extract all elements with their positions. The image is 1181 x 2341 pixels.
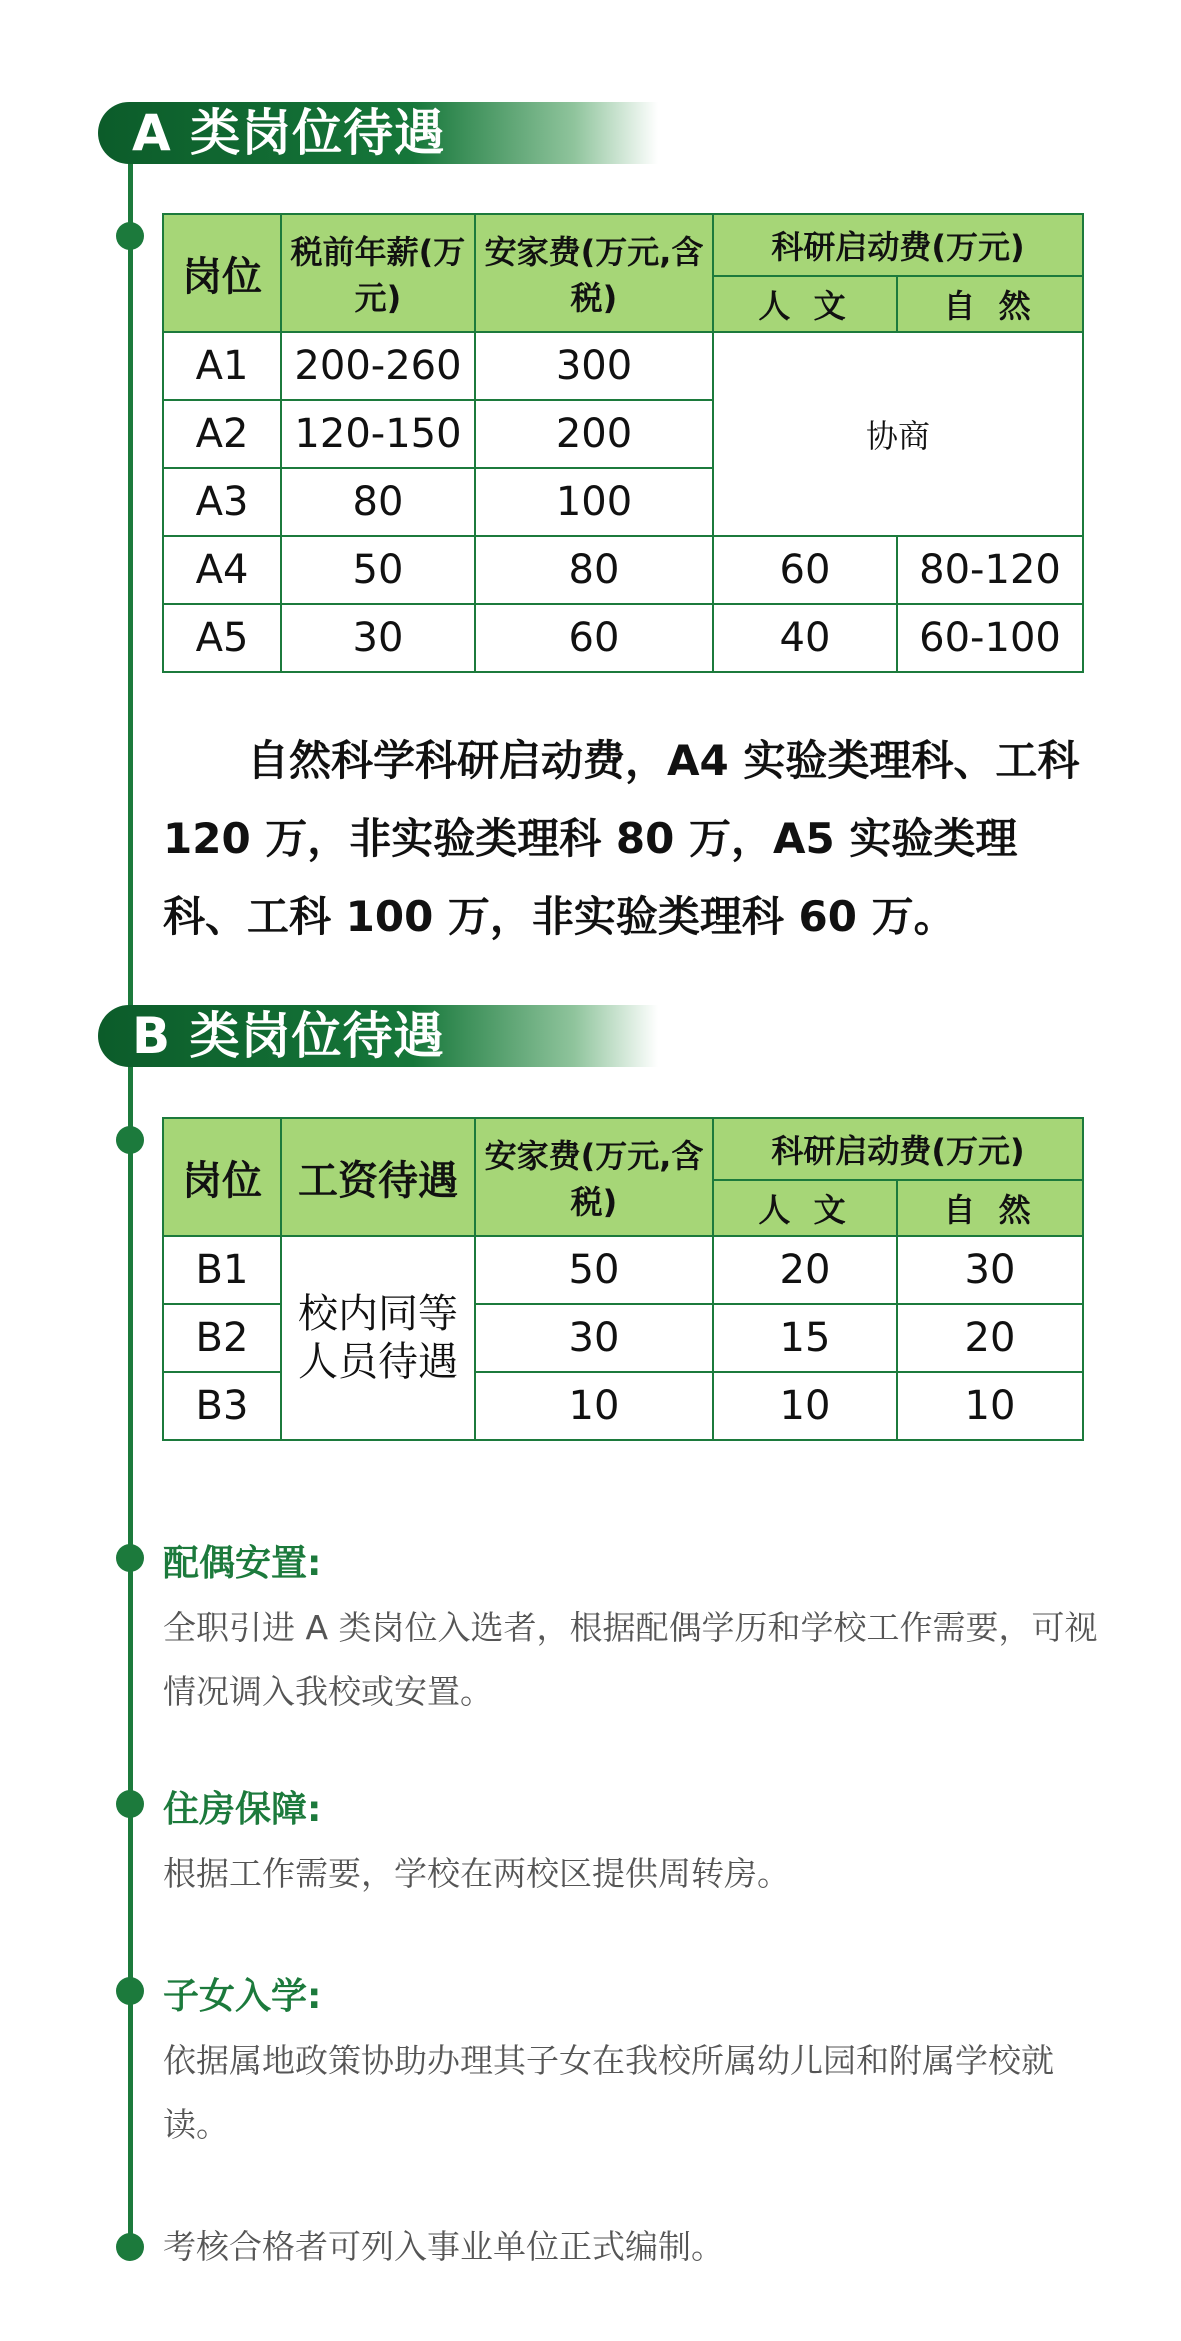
cell-settlement: 80 — [475, 536, 713, 604]
cell-position: A3 — [163, 468, 281, 536]
timeline-dot — [116, 1977, 144, 2005]
cell-humanities: 10 — [713, 1372, 897, 1440]
spouse-text: 全职引进 A 类岗位入选者，根据配偶学历和学校工作需要，可视情况调入我校或安置。 — [163, 1608, 1098, 1711]
cell-position: B2 — [163, 1304, 281, 1372]
cell-natural: 30 — [897, 1236, 1083, 1304]
table-a — [162, 213, 1084, 673]
header-natural: 自 然 — [897, 276, 1083, 332]
timeline-dot — [116, 222, 144, 250]
cell-negotiable: 协商 — [713, 332, 1083, 536]
children-title: 子女入学: — [163, 1976, 322, 2017]
header-wage: 工资待遇 — [281, 1118, 475, 1236]
cell-settlement: 30 — [475, 1304, 713, 1372]
header-research-fund: 科研启动费(万元) — [713, 214, 1083, 276]
cell-position: A1 — [163, 332, 281, 400]
housing-title: 住房保障: — [163, 1789, 322, 1830]
table-row — [163, 536, 1083, 604]
section-a-banner — [98, 102, 798, 164]
cell-settlement: 60 — [475, 604, 713, 672]
cell-settlement: 300 — [475, 332, 713, 400]
cell-settlement: 100 — [475, 468, 713, 536]
header-settlement: 安家费(万元,含税) — [475, 214, 713, 332]
cell-position: B3 — [163, 1372, 281, 1440]
cell-position: A2 — [163, 400, 281, 468]
section-a-title: A 类岗位待遇 — [132, 104, 446, 162]
cell-wage-line2: 人员待遇 — [298, 1339, 458, 1385]
header-research-fund: 科研启动费(万元) — [713, 1118, 1083, 1180]
section-b-banner — [98, 1005, 798, 1067]
final-note: 考核合格者可列入事业单位正式编制。 — [163, 2227, 724, 2266]
timeline-dot — [116, 1544, 144, 1572]
cell-humanities: 15 — [713, 1304, 897, 1372]
cell-position: A5 — [163, 604, 281, 672]
table-b — [162, 1117, 1084, 1441]
header-settlement: 安家费(万元,含税) — [475, 1118, 713, 1236]
timeline-dot — [116, 1790, 144, 1818]
cell-settlement: 200 — [475, 400, 713, 468]
cell-salary: 120-150 — [281, 400, 475, 468]
table-row — [163, 1236, 1083, 1304]
section-a-note — [163, 722, 1083, 956]
cell-salary: 30 — [281, 604, 475, 672]
children-text: 依据属地政策协助办理其子女在我校所属幼儿园和附属学校就读。 — [163, 2041, 1054, 2144]
cell-salary: 80 — [281, 468, 475, 536]
cell-humanities: 40 — [713, 604, 897, 672]
cell-position: A4 — [163, 536, 281, 604]
cell-settlement: 50 — [475, 1236, 713, 1304]
header-natural: 自 然 — [897, 1180, 1083, 1236]
cell-salary: 200-260 — [281, 332, 475, 400]
housing-text: 根据工作需要，学校在两校区提供周转房。 — [163, 1854, 790, 1893]
section-a-note-text: 自然科学科研启动费，A4 实验类理科、工科 120 万，非实验类理科 80 万，A5 实验类理科、工科 100 万，非实验类理科 60 万。 — [163, 736, 1080, 941]
spouse-title: 配偶安置: — [163, 1543, 322, 1584]
cell-salary: 50 — [281, 536, 475, 604]
timeline-line — [128, 115, 133, 2250]
cell-humanities: 60 — [713, 536, 897, 604]
cell-humanities: 20 — [713, 1236, 897, 1304]
cell-natural: 80-120 — [897, 536, 1083, 604]
header-position: 岗位 — [163, 214, 281, 332]
header-humanities: 人 文 — [713, 276, 897, 332]
cell-wage-line1: 校内同等 — [298, 1291, 458, 1337]
timeline-dot — [116, 1126, 144, 1154]
cell-settlement: 10 — [475, 1372, 713, 1440]
header-humanities: 人 文 — [713, 1180, 897, 1236]
cell-position: B1 — [163, 1236, 281, 1304]
header-position: 岗位 — [163, 1118, 281, 1236]
timeline-dot — [116, 2233, 144, 2261]
cell-natural: 60-100 — [897, 604, 1083, 672]
section-b-title: B 类岗位待遇 — [132, 1007, 445, 1065]
cell-wage — [281, 1236, 475, 1440]
table-row — [163, 332, 1083, 400]
cell-natural: 10 — [897, 1372, 1083, 1440]
cell-natural: 20 — [897, 1304, 1083, 1372]
header-salary: 税前年薪(万元) — [281, 214, 475, 332]
table-row — [163, 604, 1083, 672]
